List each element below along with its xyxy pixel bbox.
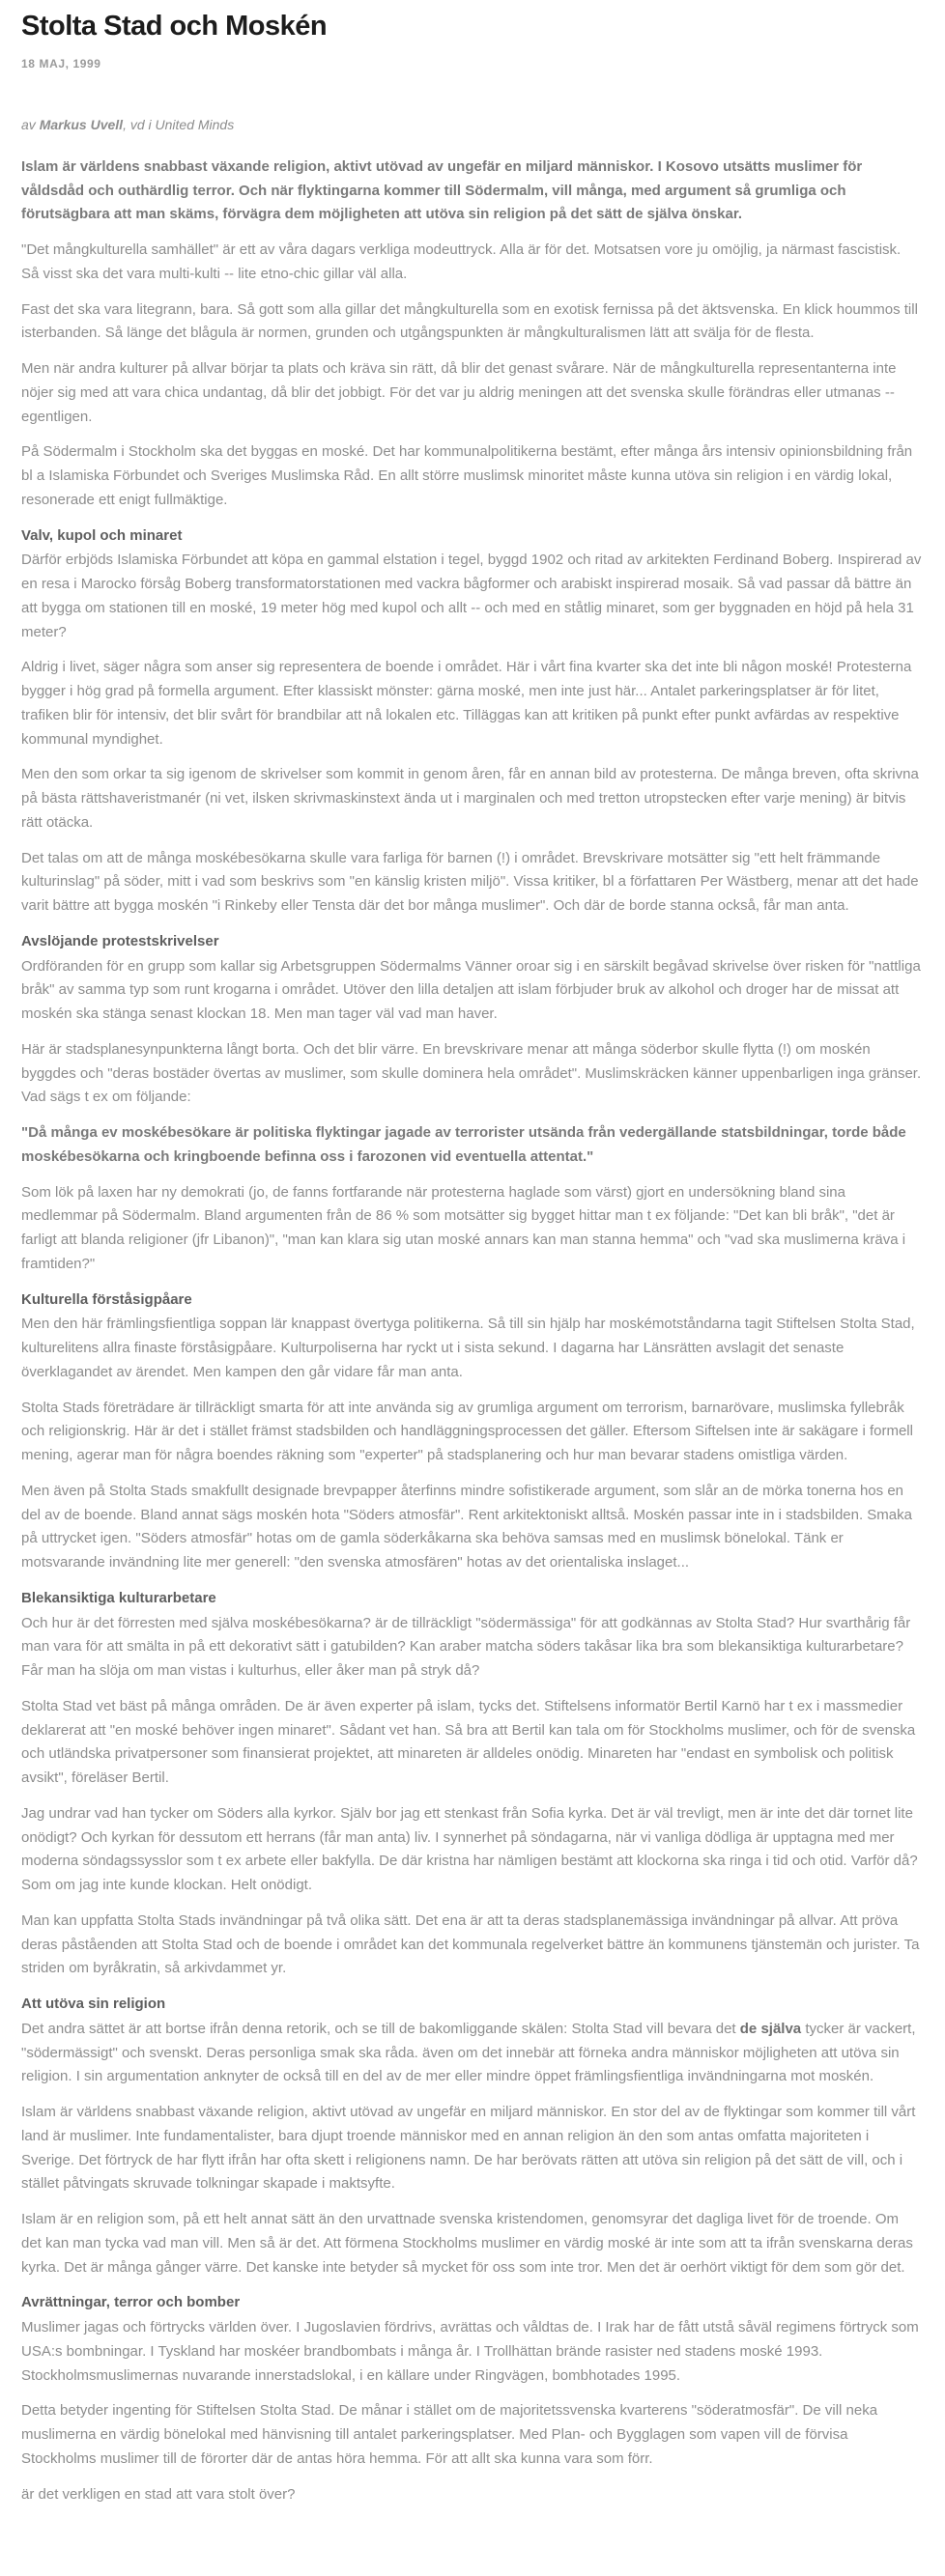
article-paragraph: "Då många ev moskébesökare är politiska flyktingar jagade av terrorister utsända från vedergällande statsbildningar, torde både moskébesökarna och kringboende befinna oss i farozonen vid eventuella attentat." xyxy=(21,1124,906,1165)
section-heading: Att utöva sin religion xyxy=(21,1996,166,2013)
article-paragraph: Man kan uppfatta Stolta Stads invändningar på två olika sätt. Det ena är att ta deras stadsplanemässiga invändningar på allvar. Att pröva deras påståenden att Stolta Stad och de boende i området kan det kommunala regelverket bättre än kommunens tjänstemän och jurister. Ta striden om byråkratin, så arkivdammet yr. xyxy=(21,1911,920,1977)
byline-suffix: , vd i United Minds xyxy=(123,116,235,132)
author-name: Markus Uvell xyxy=(39,116,124,132)
section-heading: Valv, kupol och minaret xyxy=(21,526,183,544)
article-paragraph: Det andra sättet är att bortse ifrån denna retorik, och se till de bakomliggande skälen: Stolta Stad vill bevara det de själva tycker är vackert, "södermässigt" och svenskt. Deras personliga smak ska råda. även om det innebär att förneka andra människor möjligheten att utöva sin religion. I sin argumentation anknyter de också till en del av de mer eller mindre öppet främlingsfientliga invändningarna mot moskén. xyxy=(21,2020,916,2085)
section-heading: Avslöjande protestskrivelser xyxy=(21,932,219,949)
article-paragraph: Därför erbjöds Islamiska Förbundet att köpa en gammal elstation i tegel, byggd 1902 och ritad av arkitekten Ferdinand Boberg. Inspirerad av en resa i Marocko försåg Boberg transformatorstationen med vackra bågformer och arabiskt inspirerad mosaik. Så vad passar då bättre än att bygga om stationen till en moské, 19 meter hög med kupol och allt -- och med en ståtlig minaret, som ger byggnaden en höjd på hela 31 meter? xyxy=(21,552,922,640)
article-paragraph: På Södermalm i Stockholm ska det byggas en moské. Det har kommunalpolitikerna bestämt, efter många års intensiv opinionsbildning från bl a Islamiska Förbundet och Sveriges Muslimska Råd. En allt större muslimsk minoritet måste kunna utöva sin religion i en värdig lokal, resonerade ett enigt fullmäktige. xyxy=(21,443,913,508)
article-paragraph: Muslimer jagas och förtrycks världen över. I Jugoslavien fördrivs, avrättas och våldtas de. I Irak har de fått utstå såväl regimens förtryck som USA:s bombningar. I Tyskland har moskéer brandbombats i många år. I Trollhättan brände rasister ned stadens moské 1993. Stockholmsmuslimernas nuvarande innerstadslokal, i en källare under Ringvägen, bombhotades 1995. xyxy=(21,2319,919,2384)
article-paragraph: Detta betyder ingenting för Stiftelsen Stolta Stad. De månar i stället om de majoritetssvenska kvarterens "söderatmosfär". De vill neka muslimerna en värdig bönelokal med hänvisning till antalet parkeringsplatser. Med Plan- och Bygglagen som vapen vill de förvisa Stockholms muslimer till de förorter där de antas höra hemma. För att allt ska kunna vara som förr. xyxy=(21,2402,878,2467)
article-paragraph: Men den här främlingsfientliga soppan lär knappast övertyga politikerna. Så till sin hjälp har moskémotståndarna tagit Stiftelsen Stolta Stad, kulturelitens allra finaste förståsigpåare. Kulturpoliserna har ryckt ut i sista sekund. I dagarna har Länsrätten avslagit det senaste överklagandet av ärendet. Men kampen den går vidare får man anta. xyxy=(21,1316,915,1380)
article-body xyxy=(21,156,922,2507)
article-paragraph: Fast det ska vara litegrann, bara. Så gott som alla gillar det mångkulturella som en exotisk fernissa på det äktsvenska. En klick hoummos till isterbanden. Så länge det blågula är normen, grunden och utgångspunkten är mångkulturalismen lätt att svälja för de flesta. xyxy=(21,300,918,342)
article-paragraph: Islam är en religion som, på ett helt annat sätt än den urvattnade svenska kristendomen, genomsyrar det dagliga livet för de troende. Om det kan man tycka vad man vill. Men så är det. Att förmena Stockholms muslimer en värdig moské är inte som att ta ifrån svenskarna deras kyrka. Det är många gånger värre. Det kanske inte betyder så mycket för oss som inte tror. Men det är oerhört viktigt för dem som gör det. xyxy=(21,2211,913,2276)
article-paragraph: är det verkligen en stad att vara stolt över? xyxy=(21,2485,296,2503)
article-paragraph: Som lök på laxen har ny demokrati (jo, de fanns fortfarande när protesterna haglade som värst) gjort en undersökning bland sina medlemmar på Södermalm. Bland argumenten från de 86 % som motsätter sig bygget hittar man t ex följande: "Det kan bli bråk", "det är farligt att blanda religioner (jfr Libanon)", "man kan klara sig utan moské annars kan man stanna hemma" och "vad ska muslimerna kräva i framtiden?" xyxy=(21,1183,906,1272)
article-paragraph: Islam är världens snabbast växande religion, aktivt utövad av ungefär en miljard människor. En stor del av de flyktingar som kommer till vårt land är muslimer. Inte fundamentalister, bara djupt troende människor med en annan religion än den som antas omfatta majoriteten i Sverige. Det förtryck de har flytt ifrån har ofta skett i religionens namn. De har berövats rätten att utöva sin religion på det sätt de vill, och i stället påtvingats skruvade tolkningar skapade i maktsyfte. xyxy=(21,2104,916,2193)
byline-prefix: av xyxy=(21,116,40,132)
article-paragraph: "Det mångkulturella samhället" är ett av våra dagars verkliga modeuttryck. Alla är för det. Motsatsen vore ju omöjlig, ja närmast fascistisk. Så visst ska det vara multi-kulti -- lite etno-chic gillar väl alla. xyxy=(21,241,902,282)
article-paragraph: Stolta Stads företrädare är tillräckligt smarta för att inte använda sig av grumliga argument om terrorism, barnarövare, muslimska fyllebråk och religionskrig. Här är det i stället främst stadsbilden och handläggningsprocessen det gäller. Eftersom Siftelsen inte är sakägare i formell mening, agerar man för några boendes räkning som "experter" på stadsplanering och hur man bevarar stadens omistliga värden. xyxy=(21,1399,913,1464)
article-paragraph: Här är stadsplanesynpunkterna långt borta. Och det blir värre. En brevskrivare menar att många söderbor skulle flytta (!) om moskén byggdes och "deras bostäder övertas av muslimer, som skulle dominera hela området". Muslimskräcken känner uppenbarligen inga gränser. Vad sägs t ex om följande: xyxy=(21,1040,922,1106)
section-heading: Avrättningar, terror och bomber xyxy=(21,2294,241,2311)
section-heading: Blekansiktiga kulturarbetare xyxy=(21,1589,216,1606)
section-heading: Kulturella förståsigpåare xyxy=(21,1290,192,1308)
article-date: 18 MAJ, 1999 xyxy=(21,56,101,71)
page-title: Stolta Stad och Moskén xyxy=(21,11,328,42)
article-paragraph: Det talas om att de många moskébesökarna skulle vara farliga för barnen (!) i området. Brevskrivare motsätter sig "ett helt främmande kulturinslag" på söder, mitt i vad som beskrivs som "en känslig kristen miljö". Vissa kritiker, bl a författaren Per Wästberg, menar att det hade varit bättre att bygga moskén "i Rinkeby eller Tensta där det bor många muslimer". Och där de borde stanna också, får man anta. xyxy=(21,849,919,915)
article-paragraph: Islam är världens snabbast växande religion, aktivt utövad av ungefär en miljard människor. I Kosovo utsätts muslimer för våldsdåd och outhärdlig terror. Och när flyktingarna kommer till Södermalm, vill många, med argument så grumliga och förutsägbara att man skäms, förvägra dem möjligheten att utöva sin religion på det sätt de själva önskar. xyxy=(21,157,863,223)
article-paragraph: Men även på Stolta Stads smakfullt designade brevpapper återfinns mindre sofistikerade argument, som slår an de mörka tonerna hos en del av de boende. Bland annat sägs moskén hota "Söders atmosfär". Rent arkitektoniskt alltså. Moskén passar inte in i stadsbilden. Smaka på uttrycket igen. "Söders atmosfär" hotas om de gamla söderkåkarna ska behöva samsas med en muslimsk bönelokal. Tänk er motsvarande invändning lite mer generell: "den svenska atmosfären" hotas av det orientaliska inslaget... xyxy=(21,1482,912,1571)
article-paragraph: Jag undrar vad han tycker om Söders alla kyrkor. Själv bor jag ett stenkast från Sofia kyrka. Det är väl trevligt, men är inte det där tornet lite onödigt? Och kyrkan för dessutom ett herrans (får man anta) liv. I synnerhet på söndagarna, när vi vanliga dödliga är upptagna med mer moderna söndagssysslor som t ex arbete eller bakfylla. De där kristna har nämligen bestämt att klockorna ska ringa i tid och otid. Varför då? Som om jag inte kunde klockan. Helt onödigt. xyxy=(21,1804,918,1894)
article-paragraph: Stolta Stad vet bäst på många områden. De är även experter på islam, tycks det. Stiftelsens informatör Bertil Karnö har t ex i massmedier deklarerat att "en moské behöver ingen minaret". Sådant vet han. Så bra att Bertil kan tala om för Stockholms muslimer, och för de svenska och utländska privatpersoner som finansierat projektet, att minareten är alldeles onödig. Minareten har "endast en symbolisk och politisk avsikt", föreläser Bertil. xyxy=(21,1697,916,1787)
article-paragraph: Men den som orkar ta sig igenom de skrivelser som kommit in genom åren, får en annan bild av protesterna. De många breven, ofta skrivna på bästa rättshaveristmanér (ni vet, ilsken skrivmaskinstext ända ut i marginalen och med tretton utropstecken efter varje mening) är bitvis rätt otäcka. xyxy=(21,766,919,831)
article-paragraph: Och hur är det förresten med själva moskébesökarna? är de tillräckligt "södermässiga" för att godkännas av Stolta Stad? Hur svarthårig får man vara för att smälta in på ett dekorativt sätt i gatubilden? Kan araber matcha söders takåsar lika bra som blekansiktiga kulturarbetare? Får man ha slöja om man vistas i kulturhus, eller åker man på stryk då? xyxy=(21,1614,911,1680)
article-byline xyxy=(21,117,922,132)
emphasized-text: de själva xyxy=(739,2020,802,2037)
article-paragraph: Ordföranden för en grupp som kallar sig Arbetsgruppen Södermalms Vänner oroar sig i en särskilt begåvad skrivelse över risken för "nattliga bråk" av samma typ som runt krogarna i området. Utöver den lilla detaljen att islam förbjuder bruk av alkohol och droger har de missat att moskén ska stänga senast klockan 18. Men man tager väl vad man haver. xyxy=(21,957,921,1023)
article-paragraph: Aldrig i livet, säger några som anser sig representera de boende i området. Här i vårt fina kvarter ska det inte bli någon moské! Protesterna bygger i hög grad på formella argument. Efter klassiskt mönster: gärna moské, men inte just här... Antalet parkeringsplatser är för litet, trafiken blir för intensiv, det blir svårt för brandbilar att nå lokalen etc. Tilläggas kan att kritiken på punkt efter punkt avfärdas av respektive kommunal myndighet. xyxy=(21,659,912,748)
article-paragraph: Men när andra kulturer på allvar börjar ta plats och kräva sin rätt, då blir det genast svårare. När de mångkulturella representanterna inte nöjer sig med att vara chica undantag, då blir det jobbigt. För det var ju aldrig meningen att det svenska skulle förändras eller utmanas -- egentligen. xyxy=(21,360,897,425)
